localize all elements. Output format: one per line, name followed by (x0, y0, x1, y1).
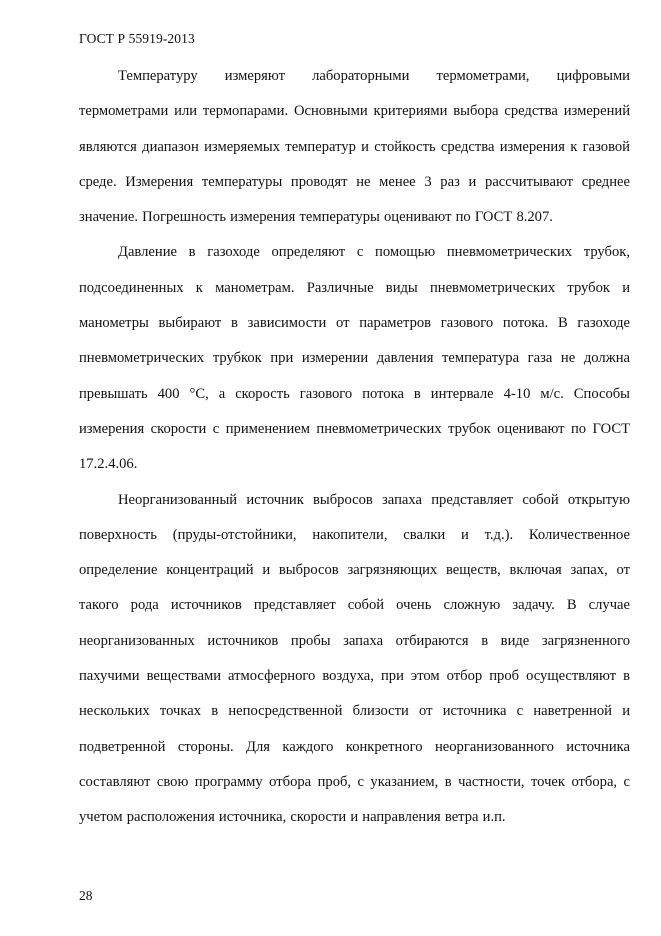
document-body (79, 59, 630, 836)
paragraph-pressure: Давление в газоходе определяют с помощью пневмометрических трубок, подсоединенных к манометрам. Различные виды пневмометрических трубок и манометры выбирают в зависимости от параметров газового потока. В газоходе пневмометрических трубкок при измерении давления температура газа не должна превышать 400 °С, а скорость газового потока в интервале 4-10 м/с. Способы измерения скорости с применением пневмометрических трубок оценивают по ГОСТ 17.2.4.06. (79, 244, 630, 473)
paragraph-temperature: Температуру измеряют лабораторными термометрами, цифровыми термометрами или термопарами. Основными критериями выбора средства измерений являются диапазон измеряемых температур и стойкость средства измерения к газовой среде. Измерения температуры проводят не менее 3 раз и рассчитывают среднее значение. Погрешность измерения температуры оценивают по ГОСТ 8.207. (79, 68, 630, 226)
page-number: 28 (79, 888, 93, 903)
document-header: ГОСТ Р 55919-2013 (79, 31, 195, 46)
paragraph-unorganized-source: Неорганизованный источник выбросов запаха представляет собой открытую поверхность (пруды-отстойники, накопители, свалки и т.д.). Количественное определение концентраций и выбросов загрязняющих веществ, включая запах, от такого рода источников представляет собой очень сложную задачу. В случае неорганизованных источников пробы запаха отбираются в виде загрязненного пахучими веществами атмосферного воздуха, при этом отбор проб осуществляют в нескольких точках в непосредственной близости от источника с наветренной и подветренной стороны. Для каждого конкретного неорганизованного источника составляют свою программу отбора проб, с указанием, в частности, точек отбора, с учетом расположения источника, скорости и направления ветра и.п. (79, 491, 630, 826)
